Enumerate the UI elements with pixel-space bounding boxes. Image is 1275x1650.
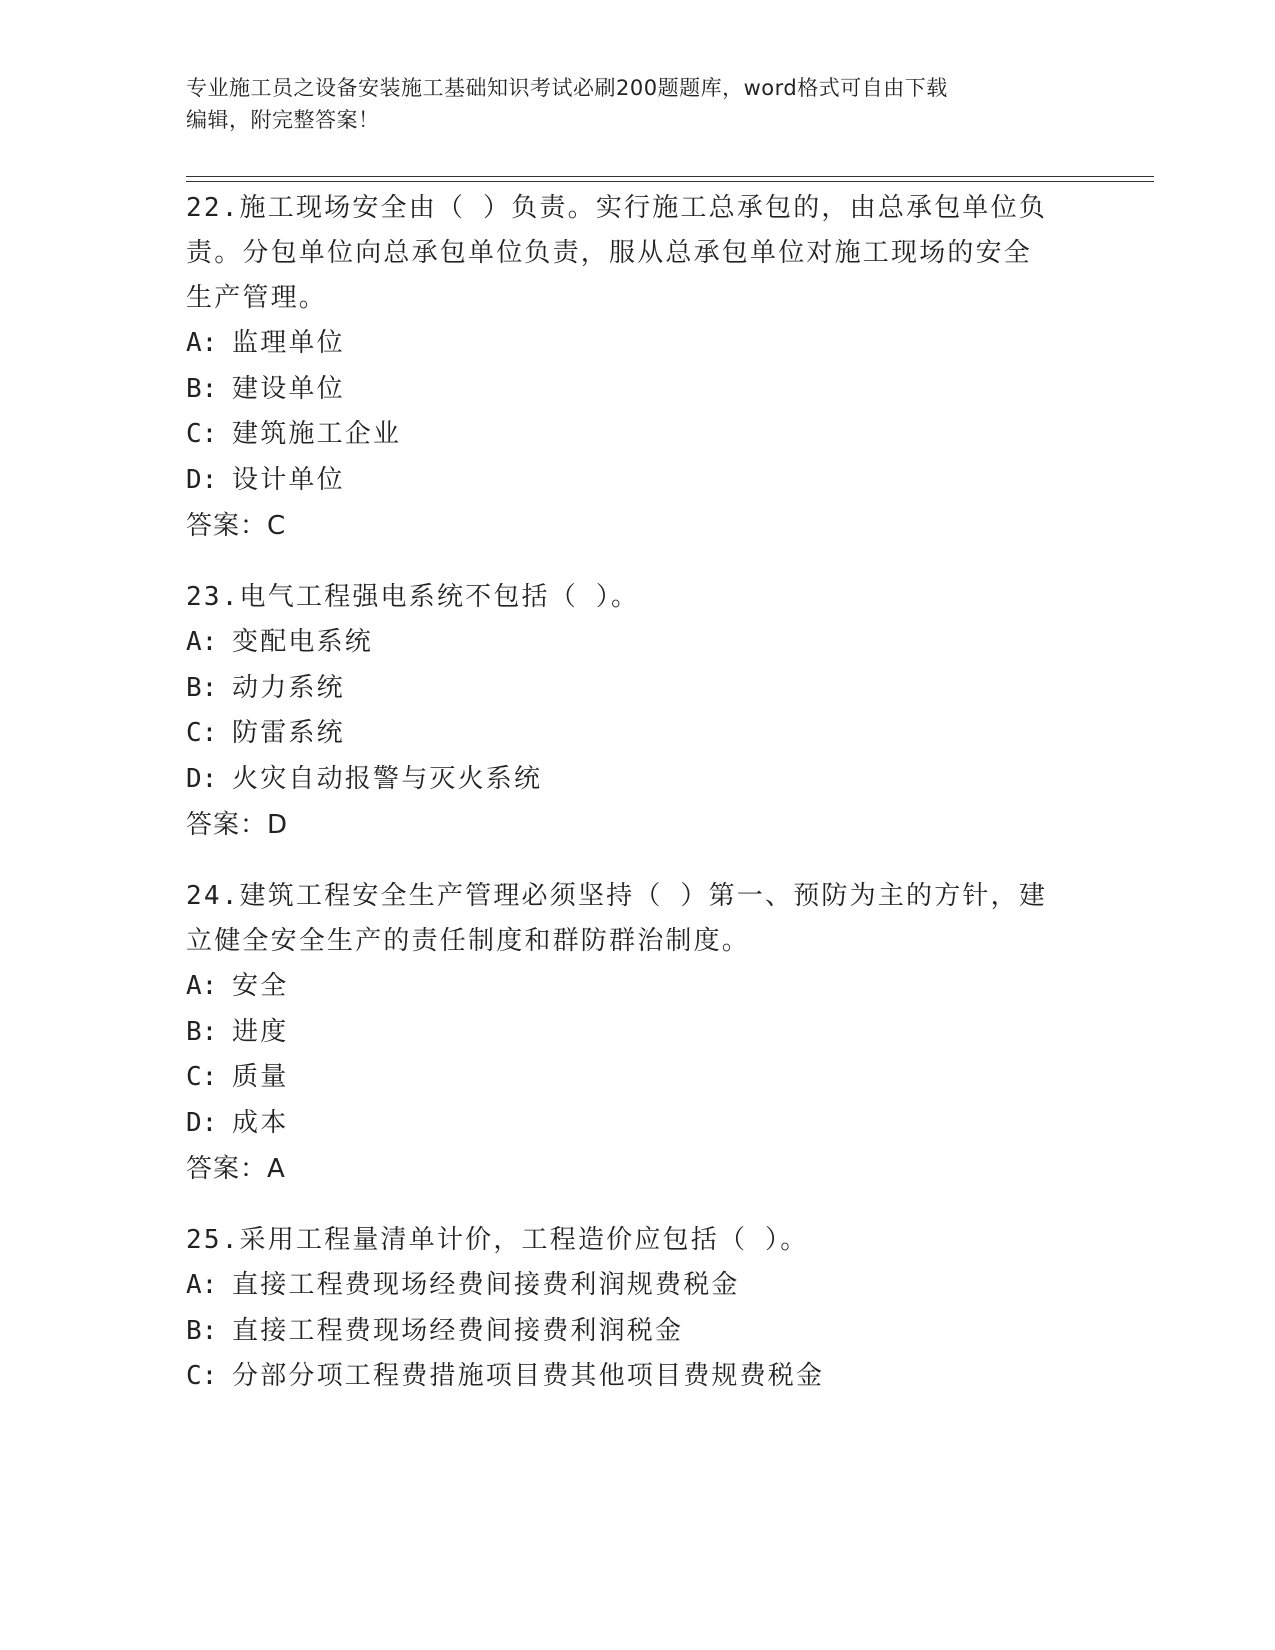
option-b xyxy=(186,1309,1066,1355)
option-text: 安全 xyxy=(232,971,289,1001)
option-c xyxy=(186,1055,1066,1101)
option-letter: A: xyxy=(186,627,218,657)
question-list xyxy=(186,186,1066,1426)
option-d xyxy=(186,757,1066,803)
question-23 xyxy=(186,575,1066,848)
stem-line: 立健全安全生产的责任制度和群防群治制度。 xyxy=(186,926,751,956)
option-letter: B: xyxy=(186,672,218,703)
stem-line: 生产管理。 xyxy=(186,283,328,313)
question-22 xyxy=(186,186,1066,549)
option-a xyxy=(186,321,1066,367)
option-text: 防雷系统 xyxy=(232,718,345,748)
option-letter: C: xyxy=(186,1062,218,1092)
option-c xyxy=(186,1354,1066,1400)
option-letter: B: xyxy=(186,1016,218,1047)
stem-line: 25.采用工程量清单计价，工程造价应包括（ ）。 xyxy=(186,1225,809,1255)
header-title-line-1: 专业施工员之设备安装施工基础知识考试必刷200题题库，word格式可自由下载 xyxy=(186,76,948,100)
option-text: 成本 xyxy=(232,1107,289,1138)
option-text: 直接工程费现场经费间接费利润税金 xyxy=(232,1315,684,1346)
header-divider-bottom xyxy=(186,181,1154,182)
option-b xyxy=(186,1010,1066,1056)
option-text: 进度 xyxy=(232,1016,289,1047)
option-text: 设计单位 xyxy=(232,464,345,495)
option-text: 分部分项工程费措施项目费其他项目费规费税金 xyxy=(232,1361,825,1391)
stem-line: 23.电气工程强电系统不包括（ ）。 xyxy=(186,582,640,612)
answer-line: 答案：D xyxy=(186,810,289,840)
option-text: 变配电系统 xyxy=(232,627,374,657)
option-letter: B: xyxy=(186,373,218,404)
option-letter: C: xyxy=(186,419,218,449)
option-d xyxy=(186,458,1066,504)
question-stem xyxy=(186,1218,1066,1263)
option-text: 建设单位 xyxy=(232,373,345,404)
option-text: 质量 xyxy=(232,1062,289,1092)
header-title-line-2: 编辑，附完整答案！ xyxy=(186,108,380,132)
option-a xyxy=(186,1263,1066,1309)
question-stem xyxy=(186,874,1066,964)
option-text: 建筑施工企业 xyxy=(232,419,402,449)
option-text: 火灾自动报警与灭火系统 xyxy=(232,763,543,794)
option-c xyxy=(186,412,1066,458)
answer-line: 答案：A xyxy=(186,1154,286,1184)
option-b xyxy=(186,666,1066,712)
option-letter: C: xyxy=(186,718,218,748)
option-letter: D: xyxy=(186,1107,218,1138)
option-letter: A: xyxy=(186,328,218,358)
option-letter: A: xyxy=(186,971,218,1001)
stem-line: 24.建筑工程安全生产管理必须坚持（ ）第一、预防为主的方针，建 xyxy=(186,881,1048,911)
question-24 xyxy=(186,874,1066,1192)
question-stem xyxy=(186,575,1066,620)
option-a xyxy=(186,620,1066,666)
option-letter: D: xyxy=(186,763,218,794)
option-text: 监理单位 xyxy=(232,328,345,358)
option-text: 直接工程费现场经费间接费利润规费税金 xyxy=(232,1270,740,1300)
question-stem xyxy=(186,186,1066,321)
question-25 xyxy=(186,1218,1066,1400)
option-letter: A: xyxy=(186,1270,218,1300)
stem-line: 22.施工现场安全由（ ）负责。实行施工总承包的，由总承包单位负 xyxy=(186,193,1048,223)
stem-line: 责。分包单位向总承包单位负责，服从总承包单位对施工现场的安全 xyxy=(186,238,1033,268)
option-b xyxy=(186,367,1066,413)
option-a xyxy=(186,964,1066,1010)
option-d xyxy=(186,1101,1066,1147)
option-letter: C: xyxy=(186,1361,218,1391)
answer-line: 答案：C xyxy=(186,511,287,541)
document-header xyxy=(186,72,1066,136)
header-divider-top xyxy=(186,176,1154,177)
option-text: 动力系统 xyxy=(232,672,345,703)
option-c xyxy=(186,711,1066,757)
option-letter: D: xyxy=(186,464,218,495)
option-letter: B: xyxy=(186,1315,218,1346)
